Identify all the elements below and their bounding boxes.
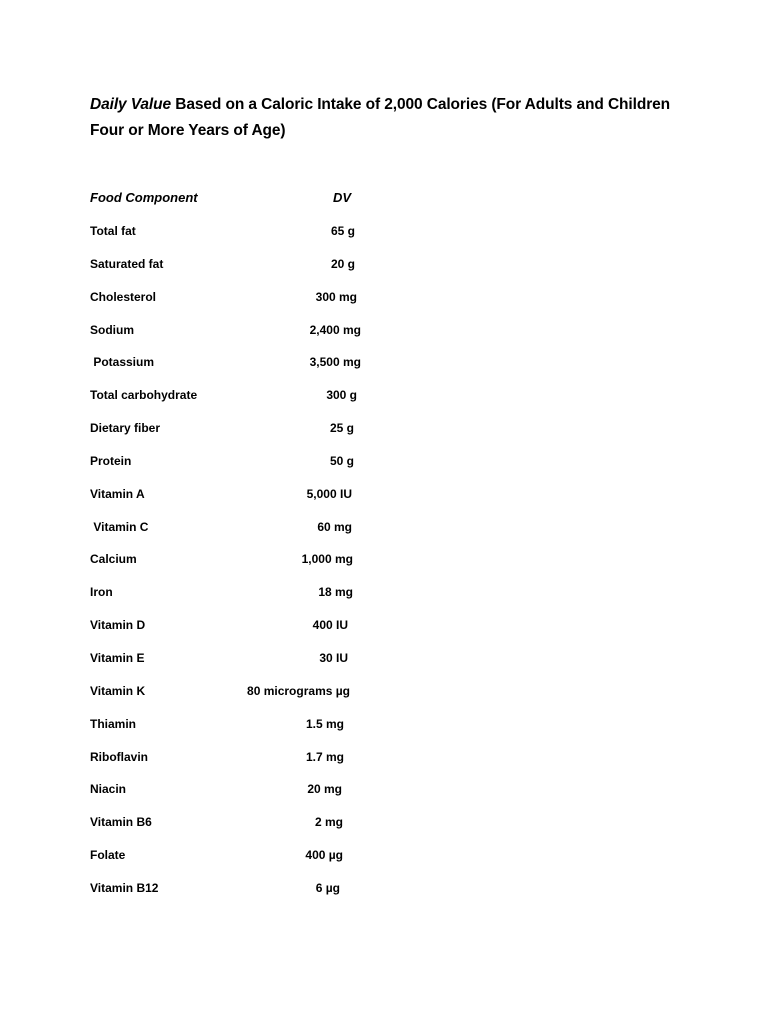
title-italic-part: Daily Value [90, 96, 172, 113]
nutrient-dv-value: 60 mg [317, 519, 352, 534]
table-row [90, 454, 490, 487]
nutrient-dv-value: 1.7 mg [305, 749, 344, 764]
table-row [90, 750, 490, 783]
nutrient-dv-value: 1,000 mg [301, 552, 353, 567]
header-food-component: Food Component [90, 190, 198, 205]
nutrient-dv-value: 65 g [330, 224, 355, 238]
table-row [90, 520, 490, 553]
title-rest: Based on a Caloric Intake of 2,000 Calories (For Adults and Children Four or More Years of Age) [90, 96, 671, 139]
table-row [90, 782, 490, 815]
nutrient-name: Vitamin A [90, 486, 145, 501]
nutrient-dv-value: 400 IU [312, 618, 348, 633]
nutrient-name: Riboflavin [90, 749, 149, 764]
nutrient-dv-value: 300 mg [315, 289, 357, 304]
nutrient-name: Vitamin E [90, 650, 145, 665]
table-row [90, 421, 490, 454]
nutrient-name: Vitamin B12 [90, 880, 159, 895]
table-row [90, 684, 490, 717]
nutrient-table [90, 224, 490, 914]
table-row [90, 815, 490, 848]
nutrient-dv-value: 20 mg [307, 782, 342, 797]
table-row [90, 848, 490, 881]
nutrient-name: Vitamin C [90, 519, 149, 534]
table-row [90, 355, 490, 388]
nutrient-dv-value: 2 mg [314, 815, 343, 830]
table-header [90, 190, 490, 210]
nutrient-dv-value: 5,000 IU [306, 486, 352, 501]
nutrient-dv-value: 25 g [329, 421, 354, 436]
nutrient-name: Total fat [90, 224, 136, 238]
nutrient-dv-value: 50 g [329, 453, 354, 468]
nutrient-name: Saturated fat [90, 256, 164, 271]
table-row [90, 323, 490, 356]
table-row [90, 717, 490, 750]
nutrient-name: Protein [90, 453, 132, 468]
nutrient-dv-value: 3,500 mg [309, 355, 361, 370]
table-row [90, 290, 490, 323]
table-row [90, 585, 490, 618]
nutrient-name: Cholesterol [90, 289, 157, 304]
nutrient-name: Vitamin D [90, 618, 146, 633]
header-dv: DV [333, 190, 352, 205]
nutrient-name: Total carbohydrate [90, 388, 198, 403]
nutrient-dv-value: 30 IU [319, 650, 348, 665]
table-row [90, 651, 490, 684]
nutrient-dv-value: 2,400 mg [309, 322, 361, 337]
table-row [90, 257, 490, 290]
nutrient-name: Vitamin K [90, 683, 146, 698]
nutrient-name: Vitamin B6 [90, 815, 152, 830]
nutrient-name: Dietary fiber [90, 421, 161, 436]
table-row [90, 881, 490, 914]
nutrient-name: Sodium [90, 322, 134, 337]
nutrient-dv-value: 20 g [330, 256, 355, 271]
nutrient-name: Niacin [90, 782, 127, 797]
nutrient-dv-value: 1.5 mg [305, 716, 344, 731]
table-row [90, 388, 490, 421]
table-row [90, 224, 490, 257]
nutrient-dv-value: 300 g [326, 388, 357, 403]
nutrient-dv-value: 18 mg [318, 585, 353, 600]
table-row [90, 618, 490, 651]
nutrient-name: Potassium [90, 355, 155, 370]
nutrient-name: Thiamin [90, 716, 137, 731]
nutrient-dv-value: 6 µg [315, 880, 340, 895]
nutrient-name: Iron [90, 585, 113, 600]
nutrient-name: Calcium [90, 552, 137, 567]
page-title [90, 92, 690, 144]
nutrient-name: Folate [90, 848, 126, 863]
table-row [90, 552, 490, 585]
nutrient-dv-value: 400 µg [305, 848, 343, 863]
table-row [90, 487, 490, 520]
nutrient-dv-value: 80 micrograms µg [247, 683, 350, 698]
